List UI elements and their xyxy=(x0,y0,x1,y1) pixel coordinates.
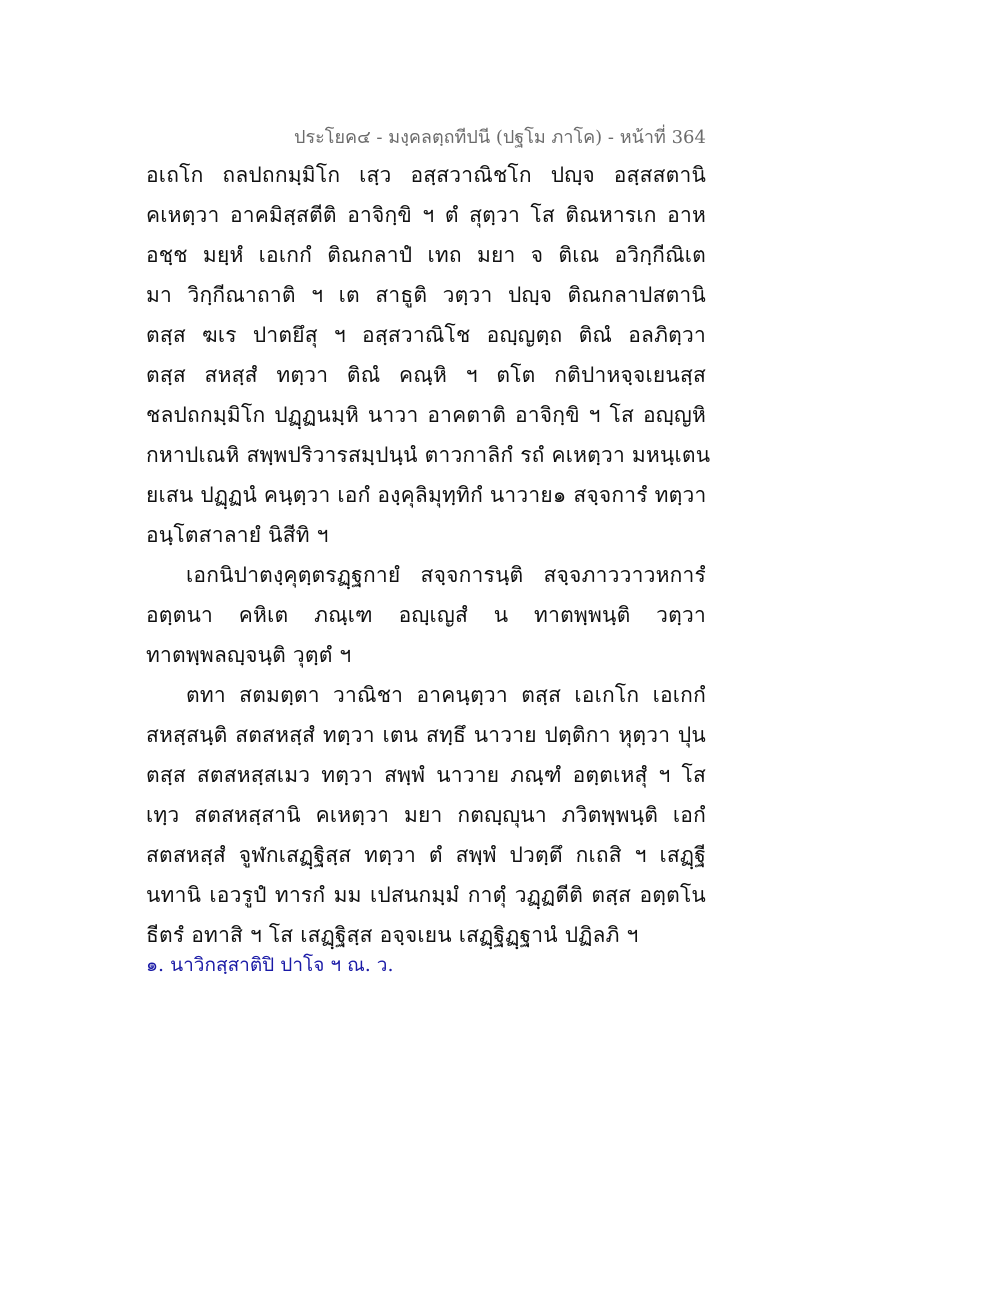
text-line: อตฺตนา คหิเต ภณฺเฑ อญฺเญสํ น ทาตพฺพนฺติ วตฺวา xyxy=(146,603,706,627)
main-text xyxy=(146,155,711,955)
text-line: เอกนิปาตงฺคุตฺตรฏฺฐกายํ สจฺจการนฺติ สจฺจภาววาวหการํ xyxy=(186,563,706,587)
text-line: อชฺช มยฺหํ เอเกกํ ติณกลาปํ เทถ มยา จ ติเณ อวิกฺกีณิเต xyxy=(146,243,706,267)
text-line: ตสฺส สหสฺสํ ทตฺวา ติณํ คณฺหิ ฯ ตโต กติปาหจฺจเยนสฺส xyxy=(146,363,706,387)
text-line: คเหตฺวา อาคมิสฺสตีติ อาจิกฺขิ ฯ ตํ สุตฺวา โส ติณหารเก อาห xyxy=(146,203,706,227)
text-line: ตสฺส ฆเร ปาตยึสุ ฯ อสฺสวาณิโช อญฺญตฺถ ติณํ อลภิตฺวา xyxy=(146,323,706,347)
paragraph-2 xyxy=(146,555,706,675)
text-line: ยเสน ปฏฺฏนํ คนฺตฺวา เอกํ องฺคุลิมุทฺทิกํ นาวาย๑ สจฺจการํ ทตฺวา xyxy=(146,483,707,507)
text-line: ชลปถกมฺมิโก ปฏฺฏนมฺหิ นาวา อาคตาติ อาจิกฺขิ ฯ โส อญฺญหิ xyxy=(146,403,706,427)
text-line: ตสฺส สตสหสฺสเมว ทตฺวา สพฺพํ นาวาย ภณฺฑํ อตฺตเหสุํ ฯ โส xyxy=(146,763,706,787)
text-line: เทฺว สตสหสฺสานิ คเหตฺวา มยา กตญฺญุนา ภวิตพฺพนฺติ เอกํ xyxy=(146,803,706,827)
text-line: กหาปเณหิ สพฺพปริวารสมฺปนฺนํ ตาวกาลิกํ รถํ คเหตฺวา มหนฺเตน xyxy=(146,443,711,467)
footnote: ๑. นาวิกสฺสาติปิ ปาโจ ฯ ณ. ว. xyxy=(146,954,394,976)
paragraph-3 xyxy=(146,675,706,955)
text-line: ทาตพฺพลญฺจนฺติ วุตฺตํ ฯ xyxy=(146,643,352,667)
text-line: อเถโก ถลปถกมฺมิโก เสฺว อสฺสวาณิชโก ปญฺจ อสฺสสตานิ xyxy=(146,163,706,187)
paragraph-1 xyxy=(146,155,711,555)
text-line: มา วิกฺกีณาถาติ ฯ เต สาธูติ วตฺวา ปญฺจ ติณกลาปสตานิ xyxy=(146,283,706,307)
text-line: ตทา สตมตฺตา วาณิชา อาคนฺตฺวา ตสฺส เอเกโก เอเกกํ xyxy=(186,683,706,707)
text-line: สตสหสฺสํ จูฬกเสฏฺฐิสฺส ทตฺวา ตํ สพฺพํ ปวตฺตึ กเถสิ ฯ เสฏฺฐี xyxy=(146,843,706,867)
running-header: ประโยค๔ - มงฺคลตฺถทีปนี (ปฐโม ภาโค) - หน้าที่ 364 xyxy=(294,127,706,148)
text-line: ธีตรํ อทาสิ ฯ โส เสฏฺฐิสฺส อจฺจเยน เสฏฺฐิฏฺฐานํ ปฏิลภิ ฯ xyxy=(146,923,639,947)
text-line: อนฺโตสาลายํ นิสีทิ ฯ xyxy=(146,523,329,547)
text-line: นทานิ เอวรูปํ ทารกํ มม เปสนกมฺมํ กาตุํ วฏฺฏตีติ ตสฺส อตฺตโน xyxy=(146,883,706,907)
text-line: สหสฺสนฺติ สตสหสฺสํ ทตฺวา เตน สทฺธึ นาวาย ปตฺติกา หุตฺวา ปุน xyxy=(146,723,706,747)
